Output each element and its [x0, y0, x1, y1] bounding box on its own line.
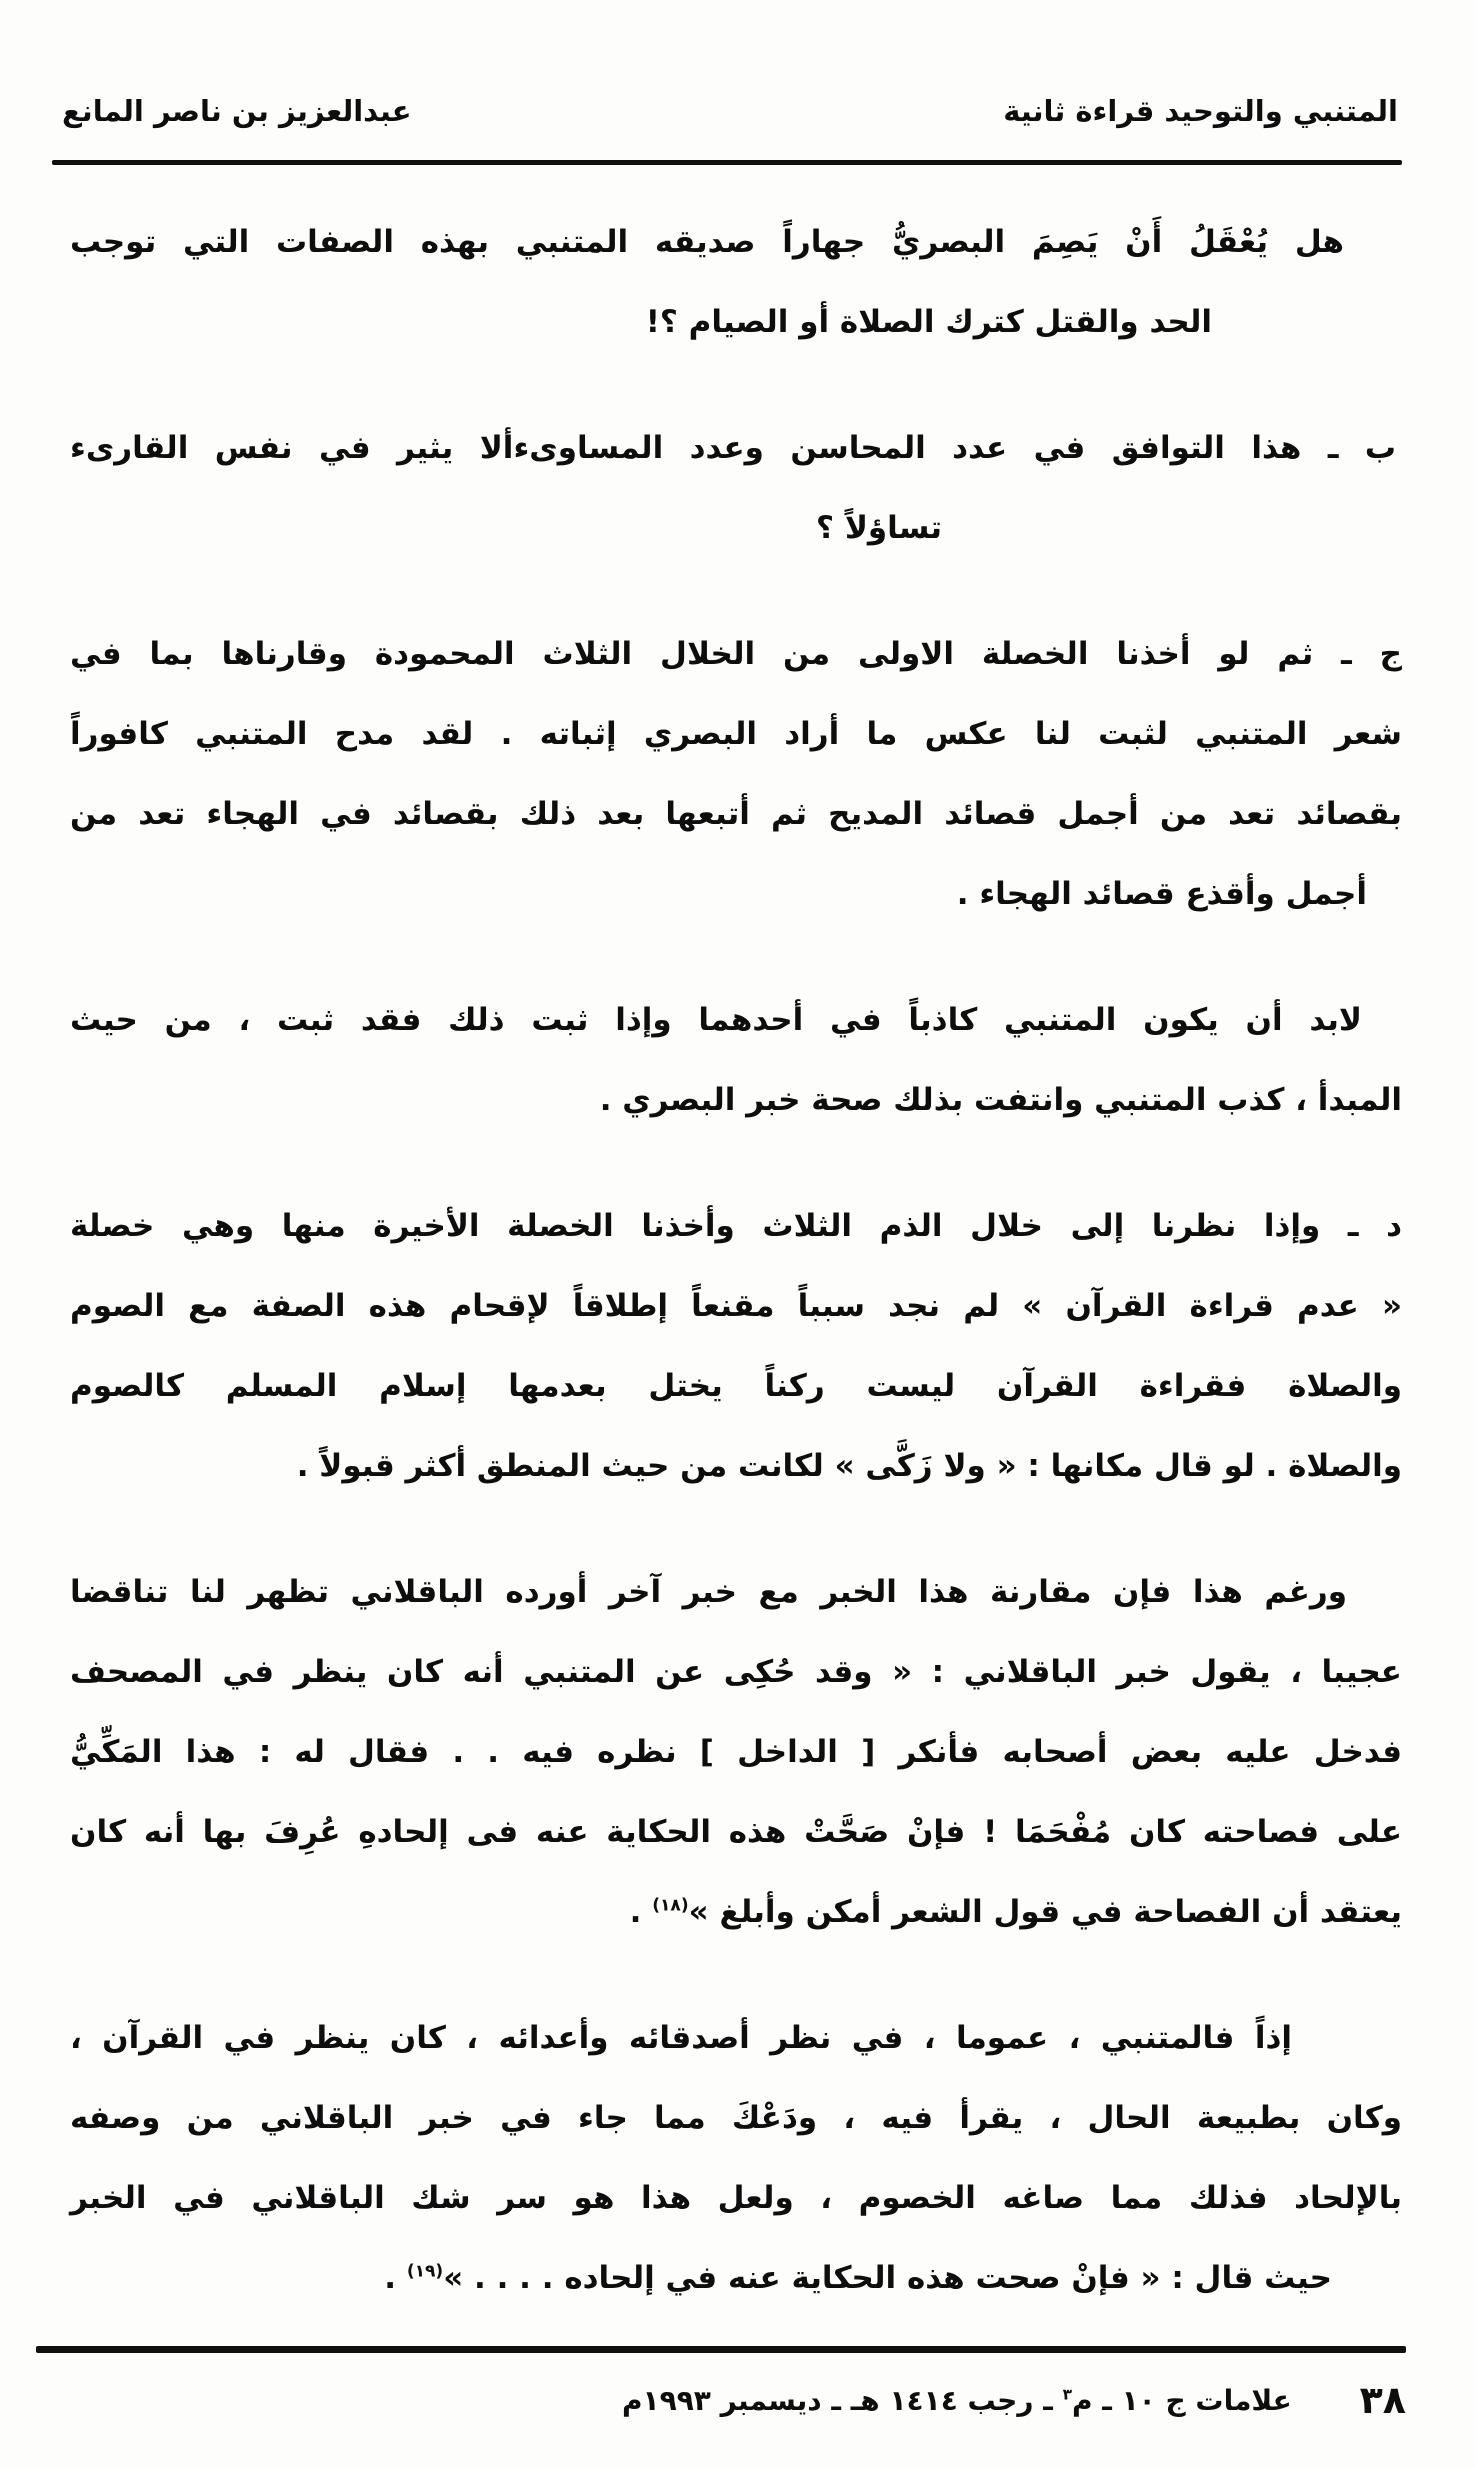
- text-segment: ب ـ هذا التوافق في عدد المحاسن وعدد المساوىءألا يثير في نفس القارىء: [70, 430, 1396, 466]
- text-line: [70, 2078, 1402, 2158]
- text-segment: علامات ج ١٠ ـ م: [1071, 2384, 1292, 2417]
- text-line: [70, 980, 1402, 1060]
- text-segment: بالإلحاد فذلك مما صاغه الخصوم ، ولعل هذا هو سر شك الباقلاني في الخبر: [70, 2180, 1402, 2216]
- text-segment: ورغم هذا فإن مقارنة هذا الخبر مع خبر آخر أورده الباقلاني تظهر لنا تناقضا: [70, 1574, 1347, 1610]
- text-line: [70, 1186, 1402, 1266]
- text-line: [70, 2238, 1402, 2318]
- text-line: [70, 854, 1402, 934]
- text-segment: حيث قال : « فإنْ صحت هذه الحكاية عنه في إلحاده . . . . »: [443, 2260, 1332, 2296]
- text-segment: بقصائد تعد من أجمل قصائد المديح ثم أتبعها بعد ذلك بقصائد في الهجاء تعد من: [70, 796, 1402, 832]
- text-line: [70, 282, 1402, 362]
- running-title: المتنبي والتوحيد قراءة ثانية: [1003, 94, 1398, 128]
- text-segment: إذاً فالمتنبي ، عموما ، في نظر أصدقائه وأعدائه ، كان ينظر في القرآن ،: [70, 2020, 1292, 2056]
- text-line: [70, 1426, 1402, 1506]
- paragraph: [70, 202, 1402, 362]
- text-segment: والصلاة فقراءة القرآن ليست ركناً يختل بعدمها إسلام المسلم كالصوم: [70, 1368, 1402, 1404]
- text-line: [70, 1792, 1402, 1872]
- text-line: [70, 1266, 1402, 1346]
- header-divider: [52, 160, 1402, 165]
- footnote-marker: (١٩): [406, 2261, 444, 2282]
- paragraph: [70, 1552, 1402, 1952]
- text-segment: هل يُعْقَلُ أَنْ يَصِمَ البصريُّ جهاراً صديقه المتنبي بهذه الصفات التي توجب: [70, 224, 1344, 260]
- text-segment: .: [629, 1894, 653, 1930]
- paragraph: [70, 980, 1402, 1140]
- text-segment: الحد والقتل كترك الصلاة أو الصيام ؟!: [645, 304, 1212, 340]
- text-line: [70, 694, 1402, 774]
- text-segment: أجمل وأقذع قصائد الهجاء .: [956, 876, 1367, 912]
- body-text: [70, 202, 1402, 2318]
- text-line: [70, 774, 1402, 854]
- paragraph: [70, 1998, 1402, 2318]
- text-segment: فدخل عليه بعض أصحابه فأنكر [ الداخل ] نظره فيه . . فقال له : هذا المَكِّيُّ: [70, 1734, 1402, 1770]
- text-segment: ـ رجب ١٤١٤ هـ ـ ديسمبر ١٩٩٣م: [622, 2384, 1063, 2417]
- journal-info: [622, 2378, 1292, 2417]
- text-line: [70, 1552, 1402, 1632]
- text-line: [70, 202, 1402, 282]
- text-segment: وكان بطبيعة الحال ، يقرأ فيه ، ودَعْكَ مما جاء في خبر الباقلاني من وصفه: [70, 2100, 1402, 2136]
- text-line: [70, 488, 1402, 568]
- footnote-marker: (١٨): [652, 1895, 689, 1916]
- footnote-marker: ٣: [1062, 2385, 1072, 2404]
- text-segment: على فصاحته كان مُفْحَمَا ! فإنْ صَحَّتْ هذه الحكاية عنه فى إلحادهِ عُرِفَ بها أنه كان: [70, 1814, 1402, 1850]
- text-segment: لابد أن يكون المتنبي كاذباً في أحدهما وإذا ثبت ذلك فقد ثبت ، من حيث: [70, 1002, 1362, 1038]
- paragraph: [70, 614, 1402, 934]
- text-segment: شعر المتنبي لثبت لنا عكس ما أراد البصري إثباته . لقد مدح المتنبي كافوراً: [70, 716, 1402, 752]
- paragraph: [70, 408, 1402, 568]
- author-name: عبدالعزيز بن ناصر المانع: [62, 94, 412, 128]
- text-segment: تساؤلاً ؟: [816, 510, 942, 546]
- paragraph: [70, 1186, 1402, 1506]
- text-segment: د ـ وإذا نظرنا إلى خلال الذم الثلاث وأخذنا الخصلة الأخيرة منها وهي خصلة: [70, 1208, 1402, 1244]
- text-line: [70, 408, 1402, 488]
- text-segment: يعتقد أن الفصاحة في قول الشعر أمكن وأبلغ »: [688, 1894, 1402, 1930]
- page-number: ٣٨: [1359, 2378, 1406, 2422]
- text-segment: عجيبا ، يقول خبر الباقلاني : « وقد حُكِى عن المتنبي أنه كان ينظر في المصحف: [70, 1654, 1402, 1690]
- text-segment: والصلاة . لو قال مكانها : « ولا زَكَّى » لكانت من حيث المنطق أكثر قبولاً .: [296, 1448, 1402, 1484]
- text-line: [70, 1712, 1402, 1792]
- text-segment: ج ـ ثم لو أخذنا الخصلة الاولى من الخلال الثلاث المحمودة وقارناها بما في: [70, 636, 1402, 672]
- text-segment: « عدم قراءة القرآن » لم نجد سبباً مقنعاً إطلاقاً لإقحام هذه الصفة مع الصوم: [70, 1288, 1402, 1324]
- text-line: [70, 1998, 1402, 2078]
- text-segment: .: [384, 2260, 407, 2296]
- text-line: [70, 1632, 1402, 1712]
- page-footer: [62, 2378, 1406, 2422]
- text-line: [70, 1346, 1402, 1426]
- text-line: [70, 2158, 1402, 2238]
- text-line: [70, 1060, 1402, 1140]
- footer-divider: [36, 2346, 1406, 2353]
- text-line: [70, 1872, 1402, 1952]
- text-line: [70, 614, 1402, 694]
- page-header: [62, 56, 1398, 128]
- text-segment: المبدأ ، كذب المتنبي وانتفت بذلك صحة خبر البصري .: [599, 1082, 1402, 1118]
